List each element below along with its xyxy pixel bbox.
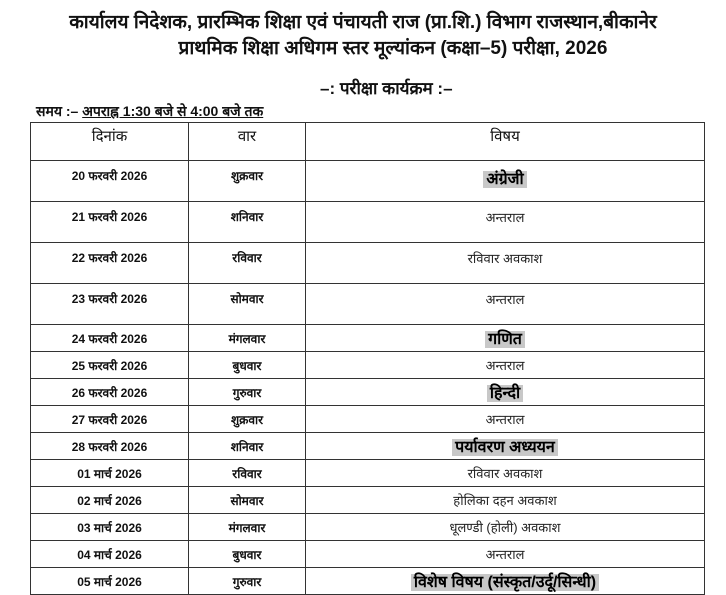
table-row (31, 379, 705, 406)
subject-text: रविवार अवकाश (467, 251, 543, 266)
table-row (31, 514, 705, 541)
exam-time (36, 102, 263, 121)
schedule-title: –: परीक्षा कार्यक्रम :– (320, 79, 453, 98)
table-row (31, 568, 705, 595)
subject-cell (306, 352, 705, 379)
subject-cell (306, 568, 705, 595)
day-cell: रविवार (189, 460, 306, 487)
day-cell: बुधवार (189, 541, 306, 568)
date-cell: 25 फरवरी 2026 (31, 352, 189, 379)
subject-cell (306, 514, 705, 541)
subject-cell (306, 541, 705, 568)
subject-text: धूलण्डी (होली) अवकाश (449, 520, 561, 535)
subject-text: अन्तराल (485, 412, 525, 427)
date-cell: 27 फरवरी 2026 (31, 406, 189, 433)
exam-heading: प्राथमिक शिक्षा अधिगम स्तर मूल्यांकन (कक्षा–5) परीक्षा, 2026 (178, 38, 608, 59)
table-row (31, 352, 705, 379)
day-cell: रविवार (189, 243, 306, 284)
table-row (31, 460, 705, 487)
table-header (31, 123, 705, 161)
subject-cell (306, 243, 705, 284)
subject-cell (306, 325, 705, 352)
subject-cell (306, 379, 705, 406)
table-row (31, 325, 705, 352)
date-cell: 04 मार्च 2026 (31, 541, 189, 568)
subject-cell (306, 202, 705, 243)
date-cell: 24 फरवरी 2026 (31, 325, 189, 352)
table-row (31, 541, 705, 568)
day-cell: शनिवार (189, 202, 306, 243)
date-cell: 23 फरवरी 2026 (31, 284, 189, 325)
subject-cell (306, 284, 705, 325)
subject-text: पर्यावरण अध्ययन (452, 439, 558, 456)
subject-text: अन्तराल (485, 210, 525, 225)
subject-cell (306, 487, 705, 514)
date-cell: 05 मार्च 2026 (31, 568, 189, 595)
column-date: दिनांक (31, 123, 189, 161)
day-cell: बुधवार (189, 352, 306, 379)
subject-text: रविवार अवकाश (467, 466, 543, 481)
schedule-table (30, 122, 705, 595)
column-day: वार (189, 123, 306, 161)
day-cell: सोमवार (189, 284, 306, 325)
day-cell: मंगलवार (189, 514, 306, 541)
day-cell: शनिवार (189, 433, 306, 460)
date-cell: 20 फरवरी 2026 (31, 161, 189, 202)
day-cell: शुक्रवार (189, 161, 306, 202)
table-row (31, 433, 705, 460)
day-cell: गुरुवार (189, 568, 306, 595)
date-cell: 28 फरवरी 2026 (31, 433, 189, 460)
date-cell: 21 फरवरी 2026 (31, 202, 189, 243)
subject-text: हिन्दी (487, 385, 523, 402)
subject-text: अंग्रेजी (483, 171, 526, 188)
subject-text: गणित (485, 331, 525, 348)
time-value: अपराह्न 1:30 बजे से 4:00 बजे तक (82, 103, 264, 119)
day-cell: गुरुवार (189, 379, 306, 406)
day-cell: सोमवार (189, 487, 306, 514)
subject-text: अन्तराल (485, 547, 525, 562)
subject-text: विशेष विषय (संस्कृत/उर्दू/सिन्धी) (411, 574, 599, 591)
subject-text: अन्तराल (485, 358, 525, 373)
office-heading: कार्यालय निदेशक, प्रारम्भिक शिक्षा एवं पंचायती राज (प्रा.शि.) विभाग राजस्थान,बीकानेर (69, 12, 657, 33)
table-row (31, 284, 705, 325)
subject-cell (306, 161, 705, 202)
date-cell: 02 मार्च 2026 (31, 487, 189, 514)
table-row (31, 202, 705, 243)
subject-cell (306, 460, 705, 487)
day-cell: मंगलवार (189, 325, 306, 352)
subject-text: अन्तराल (485, 292, 525, 307)
date-cell: 26 फरवरी 2026 (31, 379, 189, 406)
subject-cell (306, 433, 705, 460)
column-subject: विषय (306, 123, 705, 161)
time-label: समय :– (36, 103, 79, 119)
date-cell: 22 फरवरी 2026 (31, 243, 189, 284)
date-cell: 01 मार्च 2026 (31, 460, 189, 487)
table-row (31, 161, 705, 202)
subject-text: होलिका दहन अवकाश (453, 493, 557, 508)
table-row (31, 487, 705, 514)
day-cell: शुक्रवार (189, 406, 306, 433)
date-cell: 03 मार्च 2026 (31, 514, 189, 541)
subject-cell (306, 406, 705, 433)
table-row (31, 243, 705, 284)
table-row (31, 406, 705, 433)
